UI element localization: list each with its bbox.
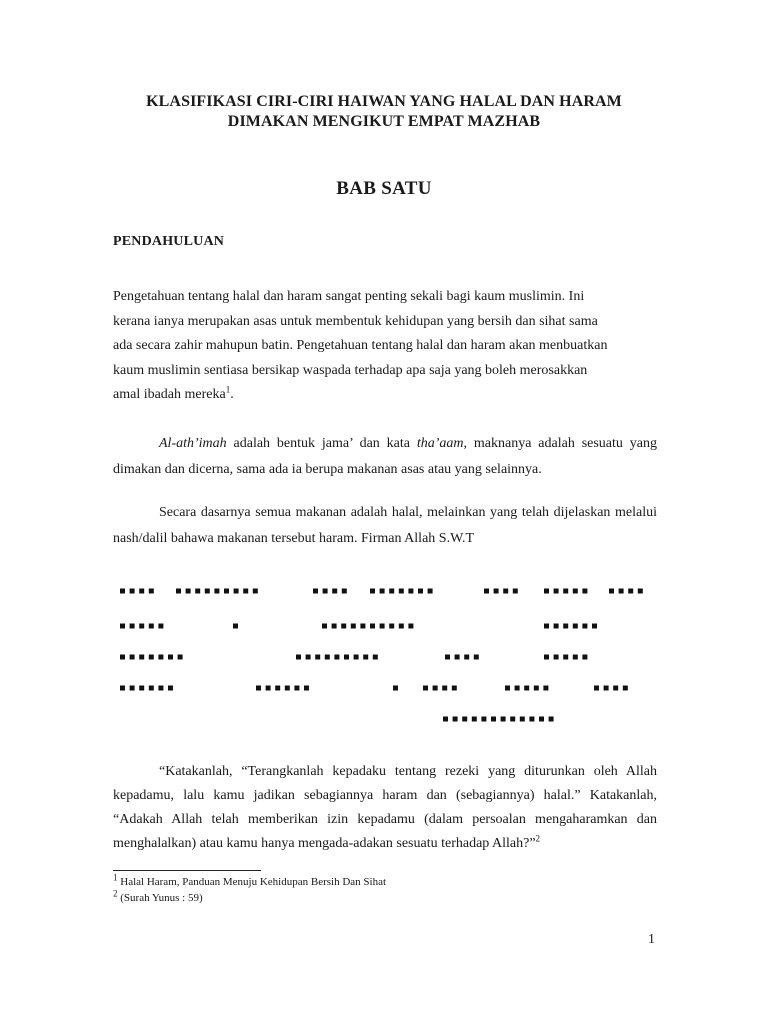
missing-glyph-box	[623, 686, 628, 691]
missing-glyph-box	[582, 655, 587, 660]
missing-glyph-box	[549, 717, 554, 722]
missing-glyph-box	[520, 717, 525, 722]
missing-glyph-box	[613, 686, 618, 691]
missing-glyph-box	[539, 717, 544, 722]
footnote-1	[113, 874, 386, 890]
missing-glyph-box	[344, 655, 349, 660]
paragraph-basis: Secara dasarnya semua makanan adalah halal, melainkan yang telah dijelaskan melalui nash/dalil bahawa makanan tersebut haram. Firman Allah S.W.T	[113, 505, 657, 546]
missing-glyph-box	[573, 589, 578, 594]
missing-glyph-box	[322, 624, 327, 629]
missing-glyph-box	[453, 717, 458, 722]
missing-glyph-box	[149, 686, 154, 691]
missing-glyph-box	[315, 655, 320, 660]
missing-glyph-box	[524, 686, 529, 691]
missing-glyph-box	[186, 589, 191, 594]
missing-glyph-box	[399, 589, 404, 594]
missing-glyph-box	[325, 655, 330, 660]
missing-glyph-box	[472, 717, 477, 722]
italic-term-al-athimah: Al-ath’imah	[159, 436, 227, 451]
missing-glyph-box	[393, 686, 398, 691]
missing-glyph-box	[306, 655, 311, 660]
footnote-text: Halal Haram, Panduan Menuju Kehidupan Bersih Dan Sihat	[117, 876, 387, 888]
paragraph-intro	[113, 285, 657, 408]
missing-glyph-box	[503, 589, 508, 594]
missing-glyph-box	[130, 589, 135, 594]
chapter-heading: BAB SATU	[336, 178, 432, 199]
footnote-ref-2[interactable]: 2	[535, 833, 541, 844]
missing-glyph-box	[481, 717, 486, 722]
missing-glyph-box	[619, 589, 624, 594]
missing-glyph-box	[462, 717, 467, 722]
quote-text: “Katakanlah, “Terangkanlah kepadaku tentang rezeki yang diturunkan oleh Allah kepadamu, lalu kamu jadikan sebagiannya haram dan (sebagiannya) halal.” Katakanlah, “Adakah Allah telah memberikan izin kepadamu (dalam persoalan mengaharamkan dan menghalalkan) atau kamu hanya mengada-adakan sesuatu terhadap Allah?”	[113, 764, 657, 851]
missing-glyph-box	[120, 624, 125, 629]
missing-glyph-box	[120, 589, 125, 594]
missing-glyph-box	[294, 686, 299, 691]
missing-glyph-box	[341, 624, 346, 629]
missing-glyph-box	[304, 686, 309, 691]
missing-glyph-box	[582, 589, 587, 594]
missing-glyph-box	[428, 589, 433, 594]
missing-glyph-box	[505, 686, 510, 691]
missing-glyph-box	[418, 589, 423, 594]
missing-glyph-box	[563, 589, 568, 594]
page-number: 1	[648, 932, 655, 947]
paragraph-text: , maknanya adalah sesuatu yang dimakan dan dicerna, sama ada ia berupa makanan asas atau yang selainnya.	[113, 436, 657, 477]
missing-glyph-box	[214, 589, 219, 594]
missing-glyph-box	[149, 655, 154, 660]
missing-glyph-box	[360, 624, 365, 629]
missing-glyph-box	[464, 655, 469, 660]
footnote-mark: 1	[113, 872, 118, 883]
footnote-ref-1[interactable]: 1	[225, 384, 231, 395]
missing-glyph-box	[178, 655, 183, 660]
paragraph-line: kaum muslimin sentiasa bersikap waspada terhadap apa saja yang boleh merosakkan	[113, 362, 588, 378]
missing-glyph-box	[224, 589, 229, 594]
missing-glyph-box	[256, 686, 261, 691]
missing-glyph-box	[445, 655, 450, 660]
missing-glyph-box	[604, 686, 609, 691]
paragraph-text: adalah bentuk jama’ dan kata	[226, 436, 417, 451]
missing-glyph-box	[380, 589, 385, 594]
missing-glyph-box	[130, 686, 135, 691]
missing-glyph-box	[554, 624, 559, 629]
missing-glyph-box	[130, 624, 135, 629]
missing-glyph-box	[452, 686, 457, 691]
paragraph-line-text: amal ibadah mereka	[113, 387, 226, 402]
missing-glyph-box	[433, 686, 438, 691]
missing-glyph-box	[139, 655, 144, 660]
missing-glyph-box	[389, 624, 394, 629]
missing-glyph-box	[443, 717, 448, 722]
missing-glyph-box	[149, 624, 154, 629]
missing-glyph-box	[285, 686, 290, 691]
title-line-2: DIMAKAN MENGIKUT EMPAT MAZHAB	[227, 113, 541, 130]
missing-glyph-box	[351, 624, 356, 629]
missing-glyph-box	[275, 686, 280, 691]
italic-term-thaaam: tha’aam	[416, 436, 464, 451]
missing-glyph-box	[474, 655, 479, 660]
footnote-text: (Surah Yunus : 59)	[117, 892, 203, 904]
missing-glyph-box	[543, 686, 548, 691]
missing-glyph-box	[582, 624, 587, 629]
missing-glyph-box	[130, 655, 135, 660]
missing-glyph-box	[573, 655, 578, 660]
missing-glyph-box	[638, 589, 643, 594]
footnote-2	[113, 890, 386, 906]
missing-glyph-box	[158, 624, 163, 629]
missing-glyph-box	[139, 624, 144, 629]
missing-glyph-box	[563, 655, 568, 660]
missing-glyph-box	[243, 589, 248, 594]
footnotes	[113, 874, 386, 906]
paragraph-line: ada secara zahir mahupun batin. Pengetahuan tentang halal dan haram akan menbuatkan	[113, 338, 608, 353]
missing-glyph-box	[168, 686, 173, 691]
missing-glyph-box	[491, 717, 496, 722]
missing-glyph-box	[484, 589, 489, 594]
missing-glyph-box	[363, 655, 368, 660]
missing-glyph-box	[501, 717, 506, 722]
missing-glyph-box	[408, 589, 413, 594]
missing-glyph-box	[563, 624, 568, 629]
missing-glyph-box	[266, 686, 271, 691]
missing-glyph-box	[323, 589, 328, 594]
missing-glyph-box	[534, 686, 539, 691]
missing-glyph-box	[332, 589, 337, 594]
end-punctuation: .	[230, 387, 234, 402]
missing-glyph-box	[205, 589, 210, 594]
missing-glyph-box	[195, 589, 200, 594]
missing-glyph-box	[149, 589, 154, 594]
missing-glyph-box	[139, 589, 144, 594]
paragraph-line: Pengetahuan tentang halal dan haram sangat penting sekali bagi kaum muslimin. Ini	[113, 289, 585, 304]
missing-glyph-box	[515, 686, 520, 691]
missing-glyph-box	[176, 589, 181, 594]
missing-glyph-box	[609, 589, 614, 594]
missing-glyph-box	[455, 655, 460, 660]
missing-glyph-box	[234, 589, 239, 594]
missing-glyph-box	[423, 686, 428, 691]
missing-glyph-box	[408, 624, 413, 629]
missing-glyph-box	[592, 624, 597, 629]
missing-glyph-box	[380, 624, 385, 629]
missing-glyph-box	[342, 589, 347, 594]
missing-glyph-box	[399, 624, 404, 629]
missing-glyph-box	[573, 624, 578, 629]
missing-glyph-box	[554, 589, 559, 594]
missing-glyph-box	[529, 717, 534, 722]
missing-glyph-box	[120, 655, 125, 660]
quote-translation	[113, 760, 657, 856]
missing-glyph-box	[168, 655, 173, 660]
document-title	[0, 92, 768, 132]
missing-glyph-box	[158, 655, 163, 660]
missing-glyph-box	[510, 717, 515, 722]
missing-glyph-box	[442, 686, 447, 691]
footnote-separator	[113, 870, 261, 871]
missing-glyph-box	[158, 686, 163, 691]
missing-glyph-box	[389, 589, 394, 594]
missing-glyph-box	[494, 589, 499, 594]
missing-glyph-box	[253, 589, 258, 594]
footnote-mark: 2	[113, 888, 118, 899]
missing-glyph-box	[120, 686, 125, 691]
missing-glyph-box	[628, 589, 633, 594]
missing-glyph-box	[554, 655, 559, 660]
missing-glyph-box	[513, 589, 518, 594]
section-heading: PENDAHULUAN	[113, 234, 225, 249]
missing-glyph-box	[370, 624, 375, 629]
missing-glyph-box	[233, 624, 238, 629]
missing-glyph-box	[544, 655, 549, 660]
missing-glyph-box	[296, 655, 301, 660]
missing-glyph-box	[139, 686, 144, 691]
paragraph-line: kerana ianya merupakan asas untuk membentuk kehidupan yang bersih dan sihat sama	[113, 313, 598, 329]
title-line-1: KLASIFIKASI CIRI-CIRI HAIWAN YANG HALAL DAN HARAM	[146, 93, 622, 110]
paragraph-line	[113, 383, 657, 408]
missing-glyph-box	[370, 589, 375, 594]
missing-glyph-box	[544, 589, 549, 594]
paragraph-definition	[113, 431, 657, 483]
missing-glyph-box	[544, 624, 549, 629]
missing-glyph-box	[594, 686, 599, 691]
missing-glyph-box	[373, 655, 378, 660]
missing-glyph-box	[354, 655, 359, 660]
missing-glyph-box	[332, 624, 337, 629]
missing-glyph-box	[313, 589, 318, 594]
missing-glyph-box	[334, 655, 339, 660]
